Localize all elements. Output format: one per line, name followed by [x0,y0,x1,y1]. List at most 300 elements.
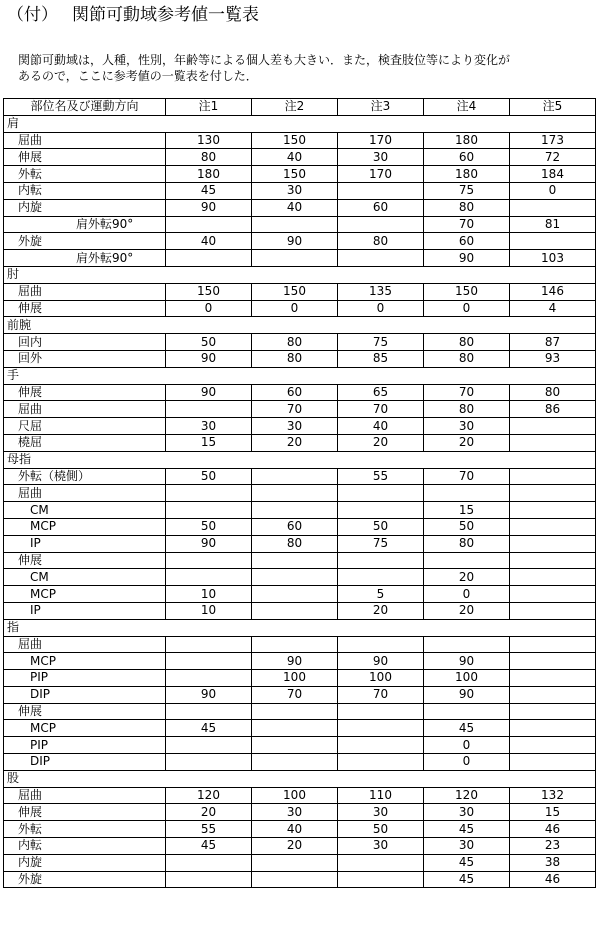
value-note-3 [338,854,424,871]
motion-label: 伸展 [4,552,166,569]
value-note-4: 70 [424,468,510,485]
value-note-5: 46 [510,821,596,838]
value-note-1 [166,636,252,653]
value-note-4: 50 [424,518,510,535]
value-note-2: 80 [252,350,338,367]
motion-label: 屈曲 [4,787,166,804]
table-row [4,653,596,670]
value-note-2: 80 [252,334,338,351]
value-note-1: 90 [166,384,252,401]
value-note-3 [338,552,424,569]
value-note-5: 146 [510,283,596,300]
table-row [4,485,596,502]
table-row [4,166,596,183]
value-note-1: 80 [166,149,252,166]
value-note-4: 80 [424,334,510,351]
value-note-3 [338,703,424,720]
group-empty-cell [338,367,424,384]
value-note-2 [252,216,338,233]
value-note-4: 90 [424,686,510,703]
value-note-5 [510,418,596,435]
group-empty-cell [510,367,596,384]
group-empty-cell [424,115,510,132]
value-note-1 [166,703,252,720]
header-part-direction: 部位名及び運動方向 [4,99,166,116]
table-row [4,401,596,418]
value-note-4: 90 [424,653,510,670]
motion-label: 肩外転90° [4,250,166,267]
value-note-2 [252,854,338,871]
group-empty-cell [166,266,252,283]
motion-label: PIP [4,737,166,754]
value-note-3: 170 [338,132,424,149]
value-note-3: 40 [338,418,424,435]
group-empty-cell [166,619,252,636]
value-note-1 [166,653,252,670]
value-note-2 [252,569,338,586]
table-row [4,737,596,754]
value-note-4: 45 [424,720,510,737]
title-text: 関節可動域参考値一覧表 [72,5,259,25]
motion-label: CM [4,569,166,586]
motion-label: 外転（橈側） [4,468,166,485]
group-empty-cell [424,367,510,384]
value-note-3: 85 [338,350,424,367]
value-note-4: 80 [424,401,510,418]
value-note-2 [252,720,338,737]
value-note-3: 20 [338,602,424,619]
value-note-3: 100 [338,670,424,687]
value-note-2: 30 [252,182,338,199]
header-note-4: 注4 [424,99,510,116]
value-note-3: 20 [338,434,424,451]
value-note-3: 30 [338,804,424,821]
group-header-row [4,317,596,334]
value-note-5: 80 [510,384,596,401]
group-header-row [4,266,596,283]
intro-line-2: あるので，ここに参考値の一覧表を付した． [18,69,258,83]
table-row [4,334,596,351]
value-note-2: 30 [252,418,338,435]
value-note-5 [510,720,596,737]
value-note-1: 40 [166,233,252,250]
table-row [4,300,596,317]
header-note-2: 注2 [252,99,338,116]
value-note-5 [510,602,596,619]
value-note-3: 30 [338,838,424,855]
table-row [4,552,596,569]
motion-label: 伸展 [4,384,166,401]
value-note-5 [510,754,596,771]
motion-label: DIP [4,754,166,771]
value-note-5 [510,703,596,720]
value-note-3: 90 [338,653,424,670]
value-note-2: 40 [252,149,338,166]
value-note-5: 23 [510,838,596,855]
value-note-3 [338,502,424,519]
value-note-5 [510,586,596,603]
motion-label: 橈屈 [4,434,166,451]
group-empty-cell [338,266,424,283]
value-note-2 [252,737,338,754]
table-row [4,535,596,552]
table-row [4,518,596,535]
value-note-5: 15 [510,804,596,821]
value-note-4: 90 [424,250,510,267]
value-note-1 [166,737,252,754]
group-header-row [4,451,596,468]
value-note-4: 120 [424,787,510,804]
value-note-5 [510,468,596,485]
value-note-1: 130 [166,132,252,149]
group-header-row [4,770,596,787]
motion-label: IP [4,535,166,552]
value-note-1 [166,670,252,687]
value-note-4: 30 [424,804,510,821]
value-note-4: 20 [424,602,510,619]
table-row [4,502,596,519]
value-note-1: 45 [166,182,252,199]
table-row [4,250,596,267]
value-note-2 [252,250,338,267]
value-note-4: 180 [424,132,510,149]
group-empty-cell [510,266,596,283]
value-note-4: 100 [424,670,510,687]
value-note-1 [166,502,252,519]
value-note-4 [424,552,510,569]
motion-label: 内旋 [4,199,166,216]
motion-label: 伸展 [4,804,166,821]
value-note-4: 80 [424,350,510,367]
motion-label: IP [4,602,166,619]
value-note-2: 60 [252,384,338,401]
value-note-2: 90 [252,653,338,670]
value-note-5 [510,552,596,569]
motion-label: CM [4,502,166,519]
value-note-4 [424,636,510,653]
motion-label: 伸展 [4,149,166,166]
group-empty-cell [166,367,252,384]
group-header-row [4,115,596,132]
value-note-3 [338,569,424,586]
value-note-1: 120 [166,787,252,804]
group-empty-cell [166,451,252,468]
value-note-4: 30 [424,838,510,855]
value-note-1: 10 [166,602,252,619]
motion-label: MCP [4,586,166,603]
value-note-3: 55 [338,468,424,485]
group-label: 手 [4,367,166,384]
value-note-2 [252,602,338,619]
table-row [4,670,596,687]
value-note-3: 50 [338,821,424,838]
table-row [4,871,596,888]
value-note-1: 90 [166,535,252,552]
table-header-row [4,99,596,116]
value-note-1 [166,250,252,267]
table-row [4,418,596,435]
group-empty-cell [424,451,510,468]
value-note-4: 20 [424,434,510,451]
value-note-4: 80 [424,535,510,552]
motion-label: 尺屈 [4,418,166,435]
value-note-3 [338,754,424,771]
table-row [4,132,596,149]
table-row [4,602,596,619]
value-note-2: 90 [252,233,338,250]
table-row [4,350,596,367]
motion-label: 外転 [4,821,166,838]
table-row [4,468,596,485]
value-note-5 [510,233,596,250]
group-label: 指 [4,619,166,636]
value-note-1: 90 [166,199,252,216]
value-note-4: 45 [424,871,510,888]
group-label: 股 [4,770,166,787]
motion-label: 肩外転90° [4,216,166,233]
group-label: 前腕 [4,317,166,334]
group-empty-cell [252,317,338,334]
header-note-5: 注5 [510,99,596,116]
value-note-5 [510,535,596,552]
value-note-3: 30 [338,149,424,166]
value-note-5: 72 [510,149,596,166]
value-note-5 [510,670,596,687]
value-note-2 [252,502,338,519]
value-note-5 [510,485,596,502]
value-note-5: 46 [510,871,596,888]
value-note-1: 150 [166,283,252,300]
value-note-1: 45 [166,838,252,855]
table-row [4,720,596,737]
group-empty-cell [252,266,338,283]
value-note-1: 90 [166,686,252,703]
value-note-3: 80 [338,233,424,250]
value-note-5 [510,636,596,653]
value-note-2 [252,468,338,485]
intro-line-1: 関節可動域は，人種，性別，年齢等による個人差も大きい．また，検査肢位等により変化が [18,53,511,67]
motion-label: 外旋 [4,871,166,888]
table-row [4,586,596,603]
header-note-3: 注3 [338,99,424,116]
value-note-5: 173 [510,132,596,149]
group-label: 母指 [4,451,166,468]
value-note-3 [338,720,424,737]
table-body [4,115,596,888]
value-note-2 [252,636,338,653]
value-note-2: 30 [252,804,338,821]
value-note-2 [252,703,338,720]
value-note-4: 180 [424,166,510,183]
value-note-2: 40 [252,199,338,216]
value-note-3 [338,636,424,653]
value-note-1 [166,216,252,233]
value-note-4: 30 [424,418,510,435]
group-header-row [4,619,596,636]
page-title [7,3,259,27]
value-note-5 [510,737,596,754]
value-note-3 [338,216,424,233]
group-empty-cell [510,451,596,468]
table-row [4,703,596,720]
value-note-2: 150 [252,283,338,300]
value-note-5 [510,434,596,451]
table-row [4,384,596,401]
value-note-5 [510,653,596,670]
value-note-4: 0 [424,300,510,317]
intro-paragraph [18,52,590,84]
motion-label: 回外 [4,350,166,367]
group-empty-cell [252,367,338,384]
value-note-4: 80 [424,199,510,216]
value-note-1: 10 [166,586,252,603]
value-note-2: 150 [252,132,338,149]
motion-label: 内転 [4,182,166,199]
table-row [4,216,596,233]
value-note-5 [510,686,596,703]
motion-label: 内転 [4,838,166,855]
value-note-2 [252,871,338,888]
value-note-3: 75 [338,535,424,552]
value-note-1: 30 [166,418,252,435]
value-note-2: 20 [252,434,338,451]
value-note-2 [252,552,338,569]
table-row [4,199,596,216]
value-note-3: 135 [338,283,424,300]
value-note-4: 45 [424,821,510,838]
table-row [4,434,596,451]
motion-label: 回内 [4,334,166,351]
motion-label: 伸展 [4,703,166,720]
value-note-5 [510,518,596,535]
group-empty-cell [338,619,424,636]
value-note-2: 70 [252,401,338,418]
value-note-2: 80 [252,535,338,552]
value-note-4: 150 [424,283,510,300]
value-note-1 [166,569,252,586]
value-note-4: 0 [424,737,510,754]
motion-label: 屈曲 [4,485,166,502]
table-row [4,838,596,855]
group-empty-cell [424,770,510,787]
value-note-1: 55 [166,821,252,838]
value-note-4: 15 [424,502,510,519]
motion-label: 屈曲 [4,132,166,149]
value-note-4: 0 [424,754,510,771]
table-row [4,754,596,771]
value-note-4 [424,485,510,502]
value-note-3 [338,871,424,888]
value-note-3 [338,250,424,267]
value-note-5: 87 [510,334,596,351]
table-row [4,787,596,804]
value-note-3 [338,737,424,754]
table-row [4,636,596,653]
group-empty-cell [252,115,338,132]
value-note-5 [510,569,596,586]
value-note-4: 70 [424,384,510,401]
motion-label: 屈曲 [4,636,166,653]
group-empty-cell [166,770,252,787]
group-empty-cell [424,317,510,334]
value-note-3: 70 [338,686,424,703]
title-prefix: （付） [7,5,58,25]
value-note-1 [166,754,252,771]
value-note-2 [252,754,338,771]
value-note-5: 4 [510,300,596,317]
value-note-3 [338,182,424,199]
group-empty-cell [510,317,596,334]
value-note-2 [252,586,338,603]
group-empty-cell [338,770,424,787]
value-note-3: 0 [338,300,424,317]
value-note-1: 50 [166,518,252,535]
value-note-1: 50 [166,334,252,351]
group-empty-cell [338,451,424,468]
value-note-5: 86 [510,401,596,418]
motion-label: 屈曲 [4,401,166,418]
value-note-3: 70 [338,401,424,418]
motion-label: 伸展 [4,300,166,317]
value-note-2: 0 [252,300,338,317]
group-empty-cell [510,115,596,132]
value-note-1: 15 [166,434,252,451]
group-empty-cell [510,619,596,636]
value-note-1: 90 [166,350,252,367]
value-note-3: 65 [338,384,424,401]
range-of-motion-table [3,98,596,888]
group-empty-cell [424,619,510,636]
value-note-3: 5 [338,586,424,603]
value-note-5 [510,502,596,519]
motion-label: PIP [4,670,166,687]
table-row [4,233,596,250]
value-note-3: 60 [338,199,424,216]
value-note-4 [424,703,510,720]
value-note-1 [166,485,252,502]
value-note-5: 184 [510,166,596,183]
table-row [4,821,596,838]
value-note-2: 40 [252,821,338,838]
table-row [4,149,596,166]
value-note-4: 75 [424,182,510,199]
value-note-5 [510,199,596,216]
group-label: 肘 [4,266,166,283]
value-note-4: 70 [424,216,510,233]
value-note-4: 20 [424,569,510,586]
value-note-1: 45 [166,720,252,737]
header-note-1: 注1 [166,99,252,116]
value-note-5: 103 [510,250,596,267]
value-note-4: 45 [424,854,510,871]
table-row [4,854,596,871]
value-note-1: 180 [166,166,252,183]
value-note-2 [252,485,338,502]
motion-label: 屈曲 [4,283,166,300]
motion-label: 外旋 [4,233,166,250]
value-note-1: 0 [166,300,252,317]
group-empty-cell [166,115,252,132]
value-note-1 [166,854,252,871]
value-note-1 [166,401,252,418]
value-note-3: 75 [338,334,424,351]
value-note-1 [166,552,252,569]
motion-label: DIP [4,686,166,703]
table-row [4,182,596,199]
group-header-row [4,367,596,384]
group-empty-cell [424,266,510,283]
value-note-5: 0 [510,182,596,199]
